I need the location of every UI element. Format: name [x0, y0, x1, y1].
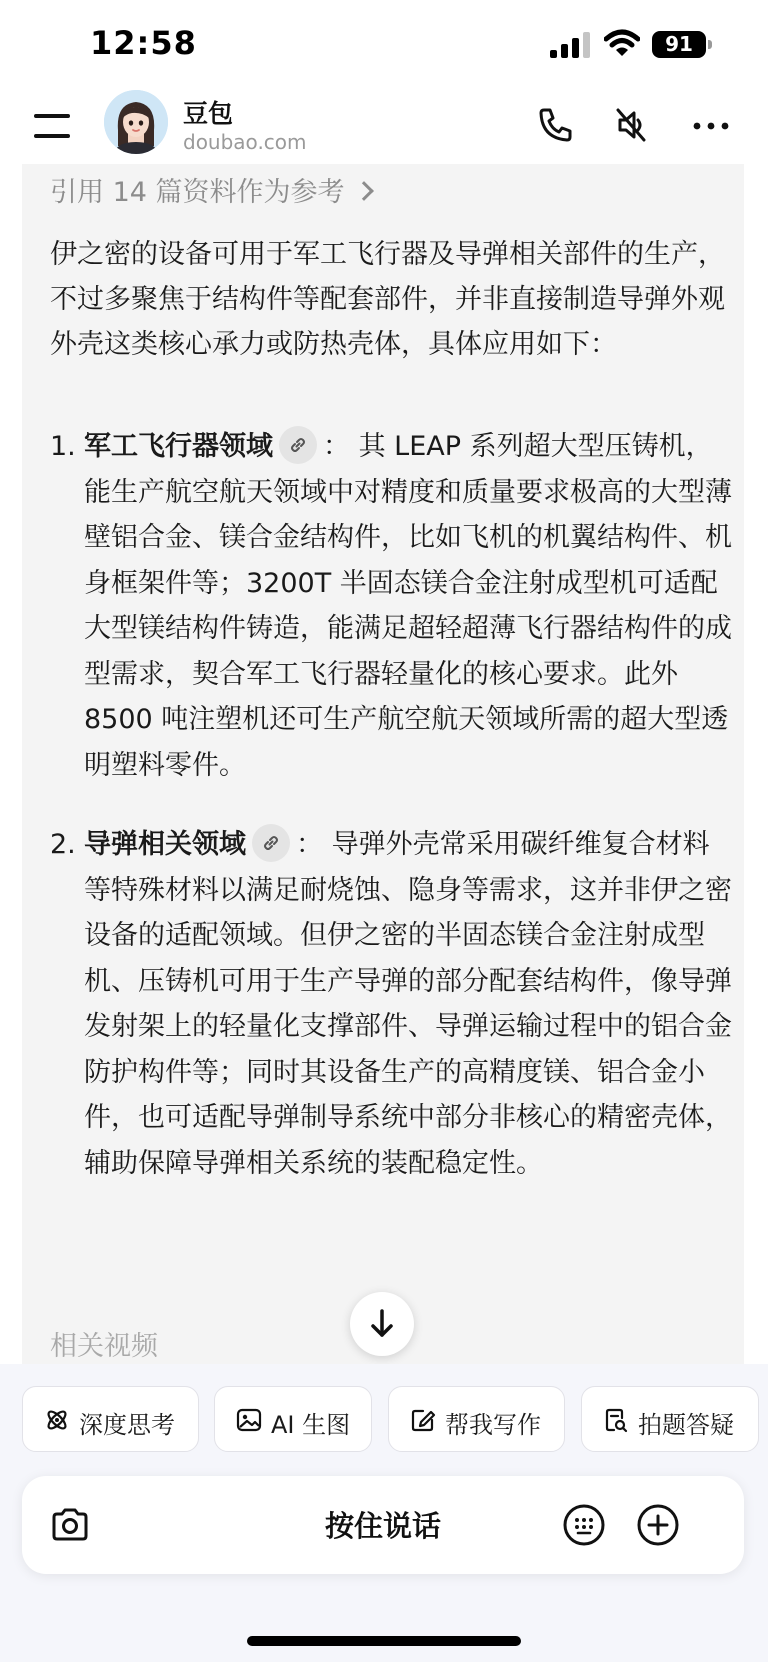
plus-circle-icon: [634, 1501, 682, 1549]
references-label: 引用 14 篇资料作为参考: [50, 177, 345, 208]
more-dots-icon: [688, 102, 734, 148]
link-icon: [288, 435, 308, 455]
speaker-muted-icon: [608, 102, 654, 148]
camera-button[interactable]: [46, 1501, 94, 1549]
answer-intro: 伊之密的设备可用于军工飞行器及导弹相关部件的生产，不过多聚焦于结构件等配套部件，并非直接制造导弹外观外壳这类核心承力或防热壳体，具体应用如下：: [50, 239, 725, 360]
source-link-chip[interactable]: [279, 426, 317, 464]
atom-icon: [43, 1406, 71, 1434]
item-title: 导弹相关领域: [84, 829, 246, 860]
menu-icon[interactable]: [34, 106, 72, 146]
status-bar: [0, 0, 768, 88]
chip-label: 帮我写作: [445, 1411, 541, 1439]
edit-icon: [409, 1406, 437, 1434]
list-number: 1.: [50, 431, 76, 462]
battery-indicator: 91: [652, 31, 706, 58]
scroll-to-bottom-button[interactable]: [350, 1292, 414, 1356]
ai-image-button[interactable]: [214, 1386, 372, 1452]
related-videos-heading: 相关视频: [50, 1331, 158, 1362]
wifi-icon: [604, 28, 640, 58]
camera-icon: [46, 1501, 94, 1549]
answer-panel: [22, 164, 744, 1364]
chevron-right-icon: [354, 181, 374, 201]
more-options-button[interactable]: [688, 102, 734, 148]
link-icon: [261, 833, 281, 853]
chat-header: [0, 88, 768, 164]
answer-list-item: [50, 822, 734, 1186]
hold-to-talk-button[interactable]: 按住说话: [324, 1509, 441, 1543]
chip-label: 深度思考: [79, 1411, 175, 1439]
photo-answer-button[interactable]: [581, 1386, 759, 1452]
arrow-down-icon: [368, 1308, 396, 1340]
bot-name[interactable]: 豆包: [183, 99, 234, 128]
cellular-signal-icon: [550, 32, 592, 58]
phone-icon: [532, 102, 578, 148]
bot-avatar[interactable]: [104, 90, 168, 154]
bot-domain: doubao.com: [183, 130, 307, 154]
answer-list-item: [50, 424, 734, 788]
chip-label: AI 生图: [271, 1411, 351, 1439]
phone-call-button[interactable]: [532, 102, 578, 148]
input-bar: [22, 1476, 744, 1574]
battery-tip: [708, 40, 712, 49]
help-write-button[interactable]: [388, 1386, 565, 1452]
mute-voice-button[interactable]: [608, 102, 654, 148]
item-text: ： 导弹外壳常采用碳纤维复合材料等特殊材料以满足耐烧蚀、隐身等需求，这并非伊之密设备的适配领域。但伊之密的半固态镁合金注射成型机、压铸机可用于生产导弹的部分配套结构件，像导弹发射架上的轻量化支撑部件、导弹运输过程中的铝合金防护构件等；同时其设备生产的高精度镁、铝合金小件，也可适配导弹制导系统中部分非核心的精密壳体，辅助保障导弹相关系统的装配稳定性。: [84, 829, 732, 1179]
avatar-girl-icon: [104, 90, 168, 154]
home-indicator: [247, 1636, 521, 1646]
chip-label: 拍题答疑: [638, 1411, 734, 1439]
image-icon: [235, 1406, 263, 1434]
references-link[interactable]: [50, 170, 371, 209]
composer-area: [0, 1364, 768, 1662]
keyboard-icon: [560, 1501, 608, 1549]
list-number: 2.: [50, 829, 76, 860]
status-time: 12:58: [90, 24, 197, 62]
doc-search-icon: [602, 1406, 630, 1434]
deep-think-button[interactable]: [22, 1386, 199, 1452]
item-title: 军工飞行器领域: [84, 431, 273, 462]
item-text: ： 其 LEAP 系列超大型压铸机，能生产航空航天领域中对精度和质量要求极高的大型薄壁铝合金、镁合金结构件，比如飞机的机翼结构件、机身框架件等；3200T 半固态镁合金注射成型机可适配大型镁结构件铸造，能满足超轻超薄飞行器结构件的成型需求，契合军工飞行器轻量化的核心要求。此外 8500 吨注塑机还可生产航空航天领域所需的超大型透明塑料零件。: [84, 431, 732, 781]
add-button[interactable]: [634, 1501, 682, 1549]
source-link-chip[interactable]: [252, 824, 290, 862]
keyboard-button[interactable]: [560, 1501, 608, 1549]
